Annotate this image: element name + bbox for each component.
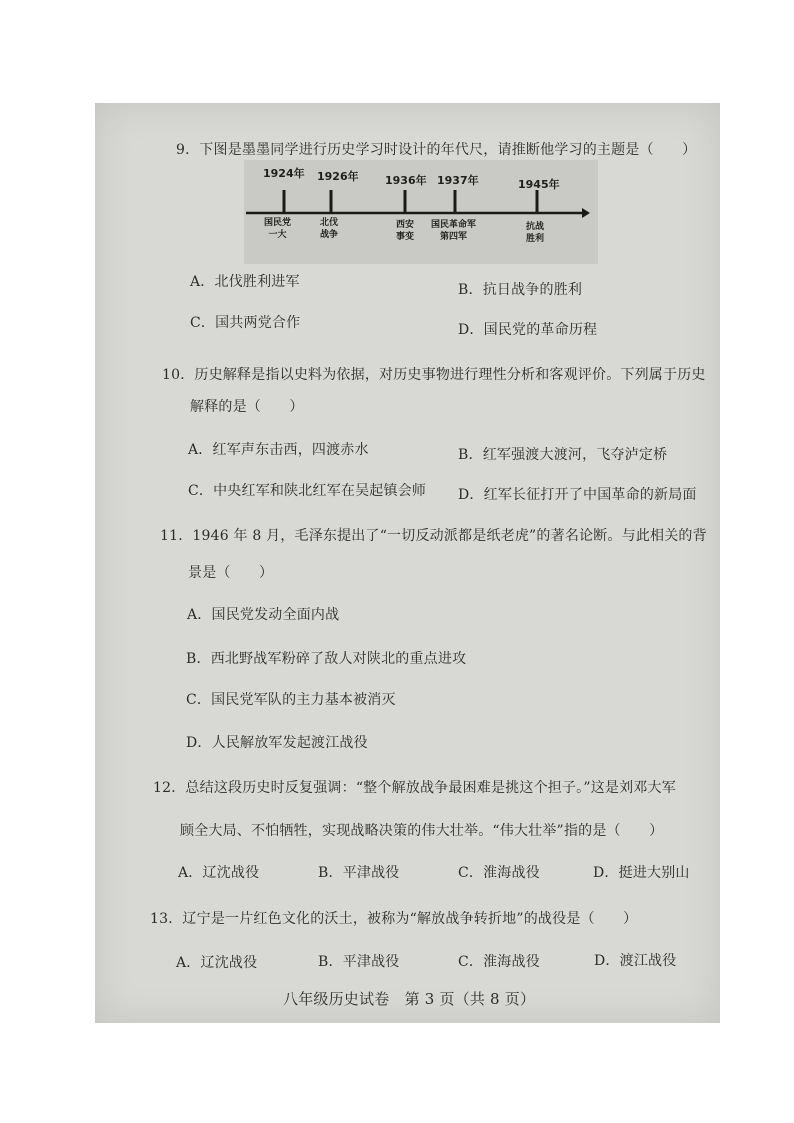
q12-option-c: C．淮海战役 <box>458 865 540 881</box>
timeline-year: 1936年 <box>385 174 427 187</box>
timeline-label-line: 一大 <box>268 230 287 240</box>
q9-option-d: D．国民党的革命历程 <box>458 322 598 338</box>
q12-option-d: D．挺进大别山 <box>593 865 690 881</box>
timeline-label <box>396 219 414 243</box>
q10-stem-line2: 解释的是（ ） <box>190 399 304 415</box>
timeline-figure <box>244 160 598 264</box>
q12-stem-line1: 12．总结这段历史时反复强调：“整个解放战争最困难是挑这个担子。”这是刘邓大军 <box>153 780 676 796</box>
timeline-label-line: 胜利 <box>526 234 545 244</box>
q13-stem: 13．辽宁是一片红色文化的沃土，被称为“解放战争转折地”的战役是（ ） <box>150 911 638 927</box>
q9-option-a: A．北伐胜利进军 <box>190 274 300 290</box>
q11-stem-line1: 11．1946 年 8 月，毛泽东提出了“一切反动派都是纸老虎”的著名论断。与此相关的背 <box>160 528 707 544</box>
q11-option-b: B．西北野战军粉碎了敌人对陕北的重点进攻 <box>186 651 467 667</box>
page-footer: 八年级历史试卷 第 3 页（共 8 页） <box>283 990 536 1008</box>
q13-option-a: A．辽沈战役 <box>176 955 258 971</box>
timeline-year: 1924年 <box>263 167 305 180</box>
timeline-label-line: 北伐 <box>320 218 339 228</box>
timeline-label-line: 抗战 <box>526 222 545 232</box>
timeline-label-line: 事变 <box>396 232 415 242</box>
timeline-label-line: 国民革命军 <box>431 220 477 230</box>
timeline-arrow <box>582 208 590 218</box>
q12-stem-line2: 顾全大局、不怕牺牲，实现战略决策的伟大壮举。“伟大壮举”指的是（ ） <box>180 823 664 839</box>
timeline-label-line: 第四军 <box>440 232 468 242</box>
q9-option-c: C．国共两党合作 <box>190 315 301 331</box>
q13-option-b: B．平津战役 <box>318 954 400 970</box>
q10-option-a: A．红军声东击西，四渡赤水 <box>188 442 369 458</box>
timeline-label-line: 战争 <box>320 230 339 240</box>
timeline-label-line: 西安 <box>396 220 415 230</box>
timeline-year: 1945年 <box>518 178 560 191</box>
timeline-year: 1937年 <box>437 174 479 187</box>
q10-option-c: C．中央红军和陕北红军在吴起镇会师 <box>188 483 427 499</box>
q9-option-b: B．抗日战争的胜利 <box>458 282 583 298</box>
timeline-label-line: 国民党 <box>264 218 292 228</box>
q12-option-a: A．辽沈战役 <box>178 865 260 881</box>
timeline-label <box>431 219 476 243</box>
q11-option-d: D．人民解放军发起渡江战役 <box>186 735 368 751</box>
q12-option-b: B．平津战役 <box>318 865 400 881</box>
timeline-year: 1926年 <box>317 170 359 183</box>
q11-option-c: C．国民党军队的主力基本被消灭 <box>186 692 396 708</box>
q10-stem-line1: 10．历史解释是指以史料为依据，对历史事物进行理性分析和客观评价。下列属于历史 <box>162 367 706 383</box>
q10-option-b: B．红军强渡大渡河，飞夺泸定桥 <box>458 447 668 463</box>
q9-stem: 9．下图是墨墨同学进行历史学习时设计的年代尺，请推断他学习的主题是（ ） <box>176 142 697 158</box>
timeline-label <box>526 221 544 245</box>
q13-option-d: D．渡江战役 <box>594 953 677 969</box>
q13-option-c: C．淮海战役 <box>458 954 540 970</box>
timeline-label <box>320 217 338 241</box>
q10-option-d: D．红军长征打开了中国革命的新局面 <box>458 487 697 503</box>
q11-stem-line2: 景是（ ） <box>188 565 274 581</box>
q11-option-a: A．国民党发动全面内战 <box>187 607 340 623</box>
timeline-label <box>264 217 291 241</box>
